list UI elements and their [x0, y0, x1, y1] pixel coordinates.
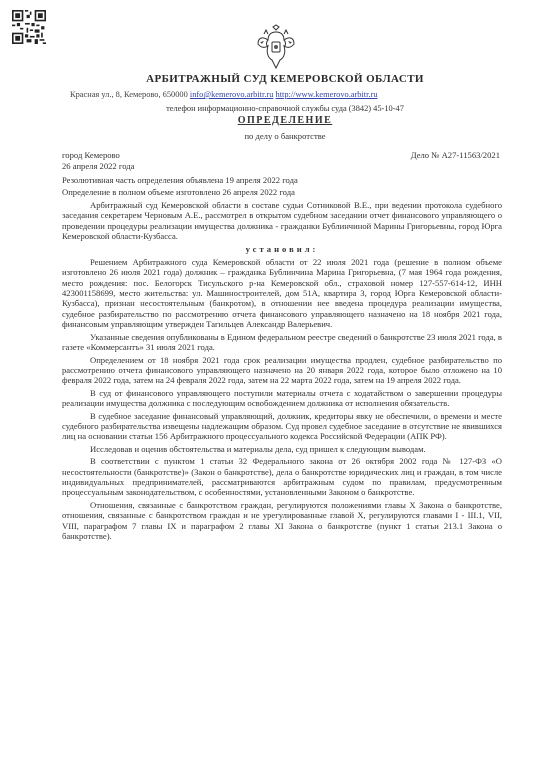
intro-line: Определение в полном объеме изготовлено 26 апреля 2022 года: [62, 187, 295, 198]
paragraph: Определением от 18 ноября 2021 года срок реализации имущества продлен, судебное разбирательство по рассмотрению отчета финансового управляющего назначено на 20 января 2022 года, которое было отложено на 10 февраля 2022 года, затем на 24 февраля 2022 года, затем на 22 марта 2022 года, затем на 19 апреля 2022 года.: [62, 354, 502, 386]
document-subject: по делу о банкротстве: [244, 131, 326, 141]
document-date: 26 апреля 2022 года: [62, 161, 135, 171]
paragraph: Отношения, связанные с банкротством граждан, регулируются положениями главы X Закона о банкротстве, отношения, связанные с банкротством граждан и не урегулированные главой X, регулируются главами I - III.1, VII, VIII, параграфом 7 главы IX и параграфом 2 главы XI Закона о банкротстве (пункт 1 статьи 213.1 Закона о банкротстве).: [62, 499, 502, 541]
court-website-link[interactable]: http://www.kemerovo.arbitr.ru: [275, 90, 378, 99]
intro-paragraph: Арбитражный суд Кемеровской области в составе судьи Сотниковой В.Е., при ведении протокола судебного заседания секретарем Черновым А.Е., рассмотрел в открытом судебном заседании отчет финансового управляющего о проведении процедуры реализации имущества должника - гражданки Бублинчиной Марины Григорьевны, город Юрга Кемеровской области-Кузбасса.: [62, 199, 502, 242]
court-name: АРБИТРАЖНЫЙ СУД КЕМЕРОВСКОЙ ОБЛАСТИ: [146, 73, 424, 85]
paragraph: Исследовав и оценив обстоятельства и материалы дела, суд пришел к следующим выводам.: [90, 443, 426, 454]
paragraph: В суд от финансового управляющего поступили материалы отчета с ходатайством о завершении процедуры реализации имущества должника с последующим освобождением должника от исполнения обязательств.: [62, 387, 502, 409]
intro-line: Резолютивная часть определения объявлена 19 апреля 2022 года: [62, 175, 298, 185]
court-email-link[interactable]: info@kemerovo.arbitr.ru: [189, 90, 274, 99]
case-number: Дело № А27-11563/2021: [410, 150, 500, 160]
ustanovil-heading: установил:: [245, 244, 319, 255]
paragraph: Решением Арбитражного суда Кемеровской области от 22 июля 2021 года (решение в полном объеме изготовлено 26 июля 2021 года) должник – гражданка Бублинчина Марина Григорьевна, (7 мая 1964 года рождения, место рождения: пос. Белогорск Тисульского р-на Кемеровской обл., страховой номер 127-557-614-12, ИНН 423001158699, место жительства: ул. Машиностроителей, дом 51А, квартира 3, город Юрга Кемеровской области-Кузбасса), признан несостоятельным (банкротом), в отношении нее введена процедура реализации имущества, судебное разбирательство по рассмотрению отчета финансового управляющего назначено на 18 ноября 2021 года, финансовым управляющим утвержден Тагильцев Александр Валерьевич.: [62, 256, 502, 330]
paragraph: В соответствии с пунктом 1 статьи 32 Федерального закона от 26 октября 2002 года № 127-ФЗ «О несостоятельности (банкротстве)» (Закон о банкротстве), дела о банкротстве юридических лиц и граждан, в том числе индивидуальных предпринимателей, рассматриваются арбитражным судом по правилам, предусмотренным процессуальным законодательством, с особенностями, установленными Законом о банкротстве.: [62, 456, 502, 498]
paragraph: В судебное заседание финансовый управляющий, должник, кредиторы явку не обеспечили, о времени и месте судебного разбирательства извещены надлежащим образом. Суд провел судебное заседание в отсутствие не явившихся лиц на основании статьи 156 Арбитражного процессуального кодекса Российской Федерации (АПК РФ).: [62, 410, 502, 442]
paragraph: Указанные сведения опубликованы в Едином федеральном реестре сведений о банкротстве 23 июля 2021 года, в газете «Коммерсантъ» 31 июля 2021 года.: [62, 331, 502, 353]
court-address: Красная ул., 8, Кемерово, 650000: [70, 90, 188, 99]
court-phone-line: телефон информационно-справочной службы суда (3842) 45-10-47: [166, 104, 404, 113]
court-address-line: [70, 90, 510, 100]
qr-code-icon: [12, 10, 46, 44]
city: город Кемерово: [62, 150, 120, 160]
russian-coat-of-arms-icon: [256, 24, 296, 70]
document-body: [62, 175, 502, 543]
document-type-title: ОПРЕДЕЛЕНИЕ: [237, 115, 333, 126]
